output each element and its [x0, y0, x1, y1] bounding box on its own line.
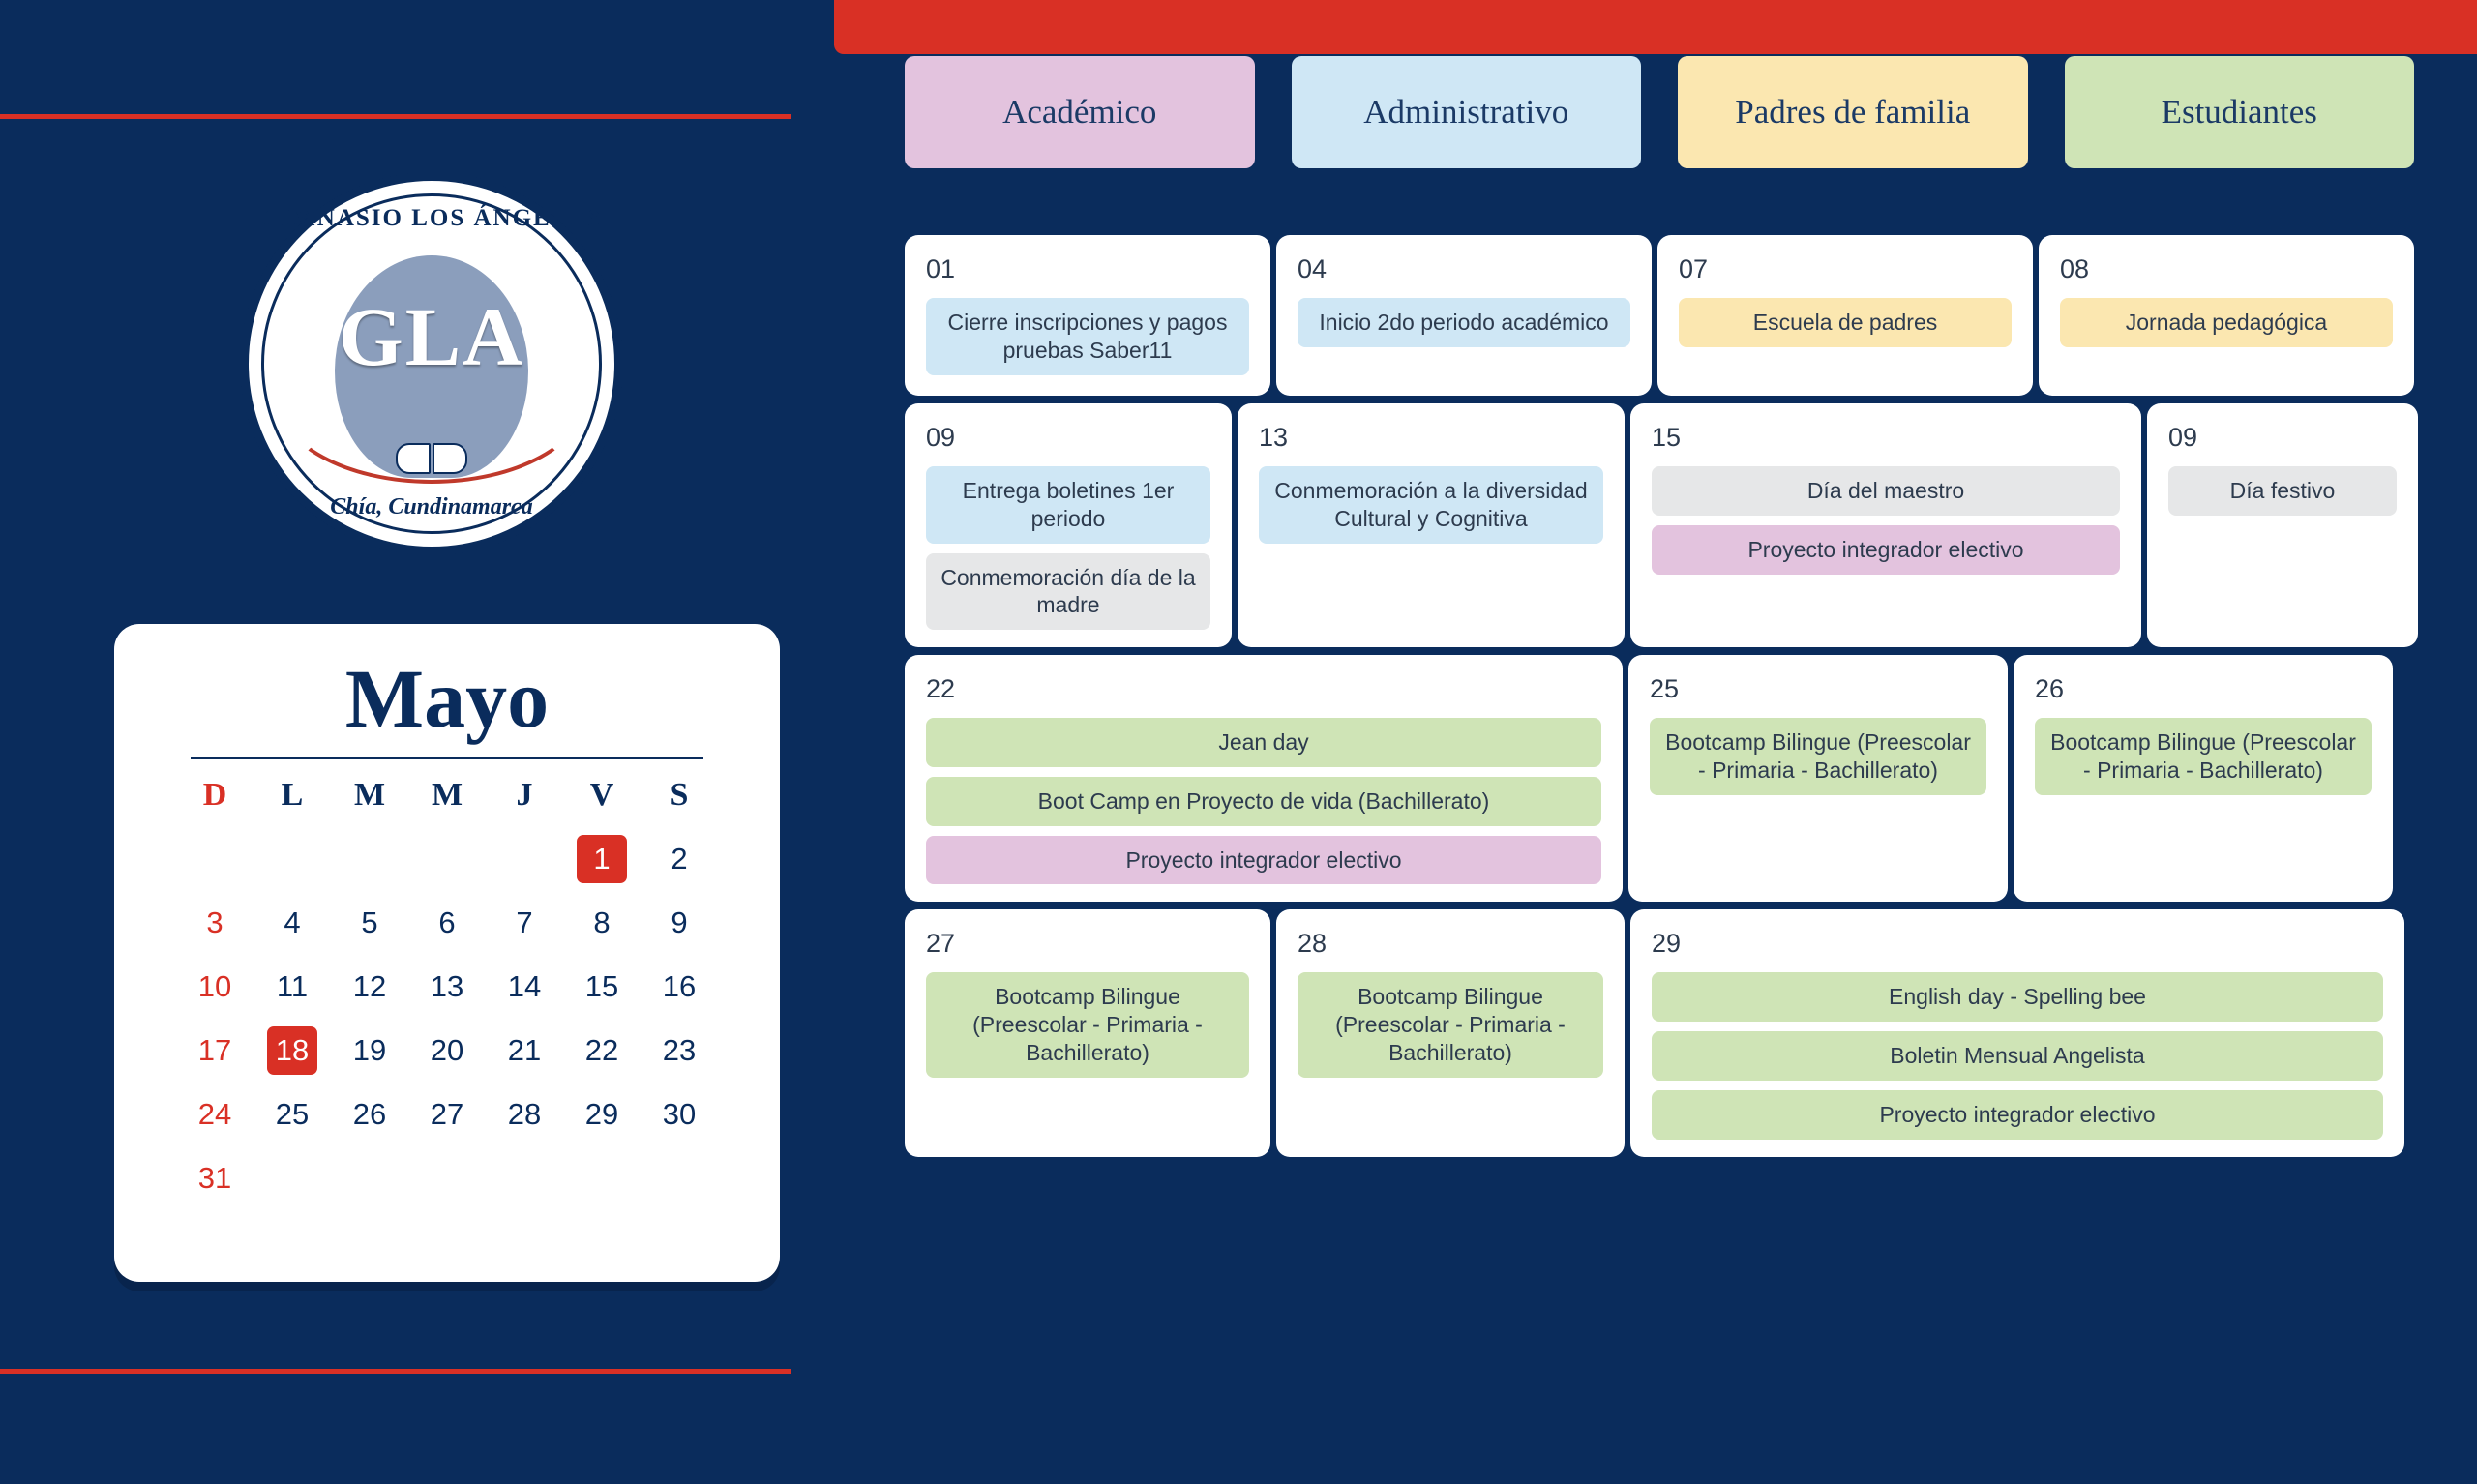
event-chip[interactable]: Proyecto integrador electivo [1652, 525, 2120, 575]
calendar-day-empty [408, 1146, 486, 1210]
calendar-day-27[interactable]: 27 [430, 1096, 464, 1131]
weekday-header: J [516, 776, 533, 813]
day-cell-26[interactable] [2014, 655, 2393, 902]
category-legend [905, 56, 2414, 168]
school-logo [240, 172, 623, 555]
book-icon [396, 443, 467, 476]
day-number: 25 [1650, 674, 1680, 703]
highlighted-day[interactable]: 18 [267, 1026, 317, 1075]
calendar-day-17[interactable]: 17 [197, 1032, 232, 1067]
event-chip[interactable]: Bootcamp Bilingue (Preescolar - Primaria - Bachillerato) [926, 972, 1249, 1077]
weekday-header: L [281, 776, 304, 813]
calendar-day-8[interactable]: 8 [593, 905, 611, 939]
event-chip[interactable]: Boletin Mensual Angelista [1652, 1031, 2383, 1081]
weekday-header: V [589, 776, 614, 813]
calendar-day-empty [563, 1146, 641, 1210]
calendar-day-25[interactable]: 25 [275, 1096, 310, 1131]
calendar-week-row [176, 1019, 718, 1083]
day-cell-25[interactable] [1628, 655, 2008, 902]
weekday-header: S [670, 776, 689, 813]
event-week-row [905, 403, 2453, 647]
divider-top [0, 114, 791, 119]
mini-calendar-card [114, 624, 780, 1282]
day-cell-01[interactable] [905, 235, 1270, 396]
legend-chip-padres[interactable]: Padres de familia [1678, 56, 2028, 168]
calendar-day-5[interactable]: 5 [361, 905, 378, 939]
logo-arc-bottom-text: Chía, Cundinamarca [330, 494, 533, 519]
calendar-day-29[interactable]: 29 [584, 1096, 619, 1131]
calendar-day-2[interactable]: 2 [671, 841, 688, 876]
month-event-grid [905, 235, 2453, 1165]
calendar-week-row [176, 891, 718, 955]
calendar-day-6[interactable]: 6 [438, 905, 456, 939]
calendar-title-divider [191, 757, 703, 759]
event-chip[interactable]: Jornada pedagógica [2060, 298, 2393, 347]
calendar-day-3[interactable]: 3 [206, 905, 224, 939]
weekday-header: M [353, 776, 386, 813]
left-panel [0, 0, 834, 1484]
event-chip[interactable]: Inicio 2do periodo académico [1298, 298, 1630, 347]
calendar-week-row [176, 827, 718, 891]
calendar-day-empty [408, 827, 486, 891]
calendar-day-13[interactable]: 13 [430, 968, 464, 1003]
legend-chip-estudiantes[interactable]: Estudiantes [2065, 56, 2415, 168]
calendar-day-empty [254, 1146, 331, 1210]
calendar-day-15[interactable]: 15 [584, 968, 619, 1003]
calendar-day-11[interactable]: 11 [276, 968, 309, 1003]
logo-arc-top-text: GIMNASIO LOS ÁNGELES [260, 205, 603, 231]
top-red-bar [834, 0, 2477, 54]
event-chip[interactable]: Día del maestro [1652, 466, 2120, 516]
calendar-day-16[interactable]: 16 [662, 968, 697, 1003]
day-number: 27 [926, 929, 956, 959]
calendar-day-12[interactable]: 12 [352, 968, 387, 1003]
day-number: 09 [926, 423, 956, 452]
event-week-row [905, 655, 2453, 902]
event-chip[interactable]: Día festivo [2168, 466, 2397, 516]
calendar-day-empty [641, 1146, 718, 1210]
day-cell-29[interactable] [1630, 909, 2404, 1156]
calendar-day-23[interactable]: 23 [662, 1032, 697, 1067]
calendar-day-26[interactable]: 26 [352, 1096, 387, 1131]
event-chip[interactable]: Conmemoración día de la madre [926, 553, 1210, 631]
day-number: 04 [1298, 254, 1328, 283]
calendar-day-20[interactable]: 20 [430, 1032, 464, 1067]
logo-initials: GLA [338, 290, 525, 383]
day-cell-13[interactable] [1238, 403, 1625, 647]
event-chip[interactable]: Jean day [926, 718, 1601, 767]
calendar-day-empty [486, 1146, 563, 1210]
day-number: 09 [2168, 423, 2198, 452]
mini-calendar-grid [176, 777, 718, 1210]
event-chip[interactable]: English day - Spelling bee [1652, 972, 2383, 1022]
calendar-week-row [176, 1146, 718, 1210]
calendar-body [176, 827, 718, 1210]
calendar-day-14[interactable]: 14 [507, 968, 542, 1003]
event-chip[interactable]: Escuela de padres [1679, 298, 2012, 347]
calendar-day-empty [331, 1146, 408, 1210]
weekday-header-row [176, 777, 718, 827]
day-cell-28[interactable] [1276, 909, 1625, 1156]
calendar-day-7[interactable]: 7 [516, 905, 533, 939]
calendar-day-10[interactable]: 10 [197, 968, 232, 1003]
event-chip[interactable]: Proyecto integrador electivo [926, 836, 1601, 885]
calendar-day-30[interactable]: 30 [662, 1096, 697, 1131]
day-number: 28 [1298, 929, 1328, 959]
legend-chip-administrativo[interactable]: Administrativo [1292, 56, 1642, 168]
calendar-day-empty [486, 827, 563, 891]
day-number: 15 [1652, 423, 1682, 452]
calendar-day-4[interactable]: 4 [284, 905, 301, 939]
day-number: 29 [1652, 929, 1682, 959]
calendar-day-31[interactable]: 31 [197, 1160, 232, 1195]
calendar-day-empty [331, 827, 408, 891]
day-cell-22[interactable] [905, 655, 1623, 902]
calendar-day-22[interactable]: 22 [584, 1032, 619, 1067]
highlighted-day[interactable]: 1 [577, 835, 627, 883]
divider-bottom [0, 1369, 791, 1374]
day-number: 08 [2060, 254, 2090, 283]
calendar-day-19[interactable]: 19 [352, 1032, 387, 1067]
legend-chip-academico[interactable]: Académico [905, 56, 1255, 168]
day-cell-15[interactable] [1630, 403, 2141, 647]
event-chip[interactable]: Bootcamp Bilingue (Preescolar - Primaria - Bachillerato) [1298, 972, 1603, 1077]
event-chip[interactable]: Bootcamp Bilingue (Preescolar - Primaria - Bachillerato) [2035, 718, 2372, 795]
day-cell-27[interactable] [905, 909, 1270, 1156]
event-chip[interactable]: Proyecto integrador electivo [1652, 1090, 2383, 1140]
day-cell-09[interactable] [2147, 403, 2418, 647]
day-cell-09[interactable] [905, 403, 1232, 647]
calendar-day-9[interactable]: 9 [671, 905, 688, 939]
event-chip[interactable]: Boot Camp en Proyecto de vida (Bachillerato) [926, 777, 1601, 826]
event-chip[interactable]: Conmemoración a la diversidad Cultural y Cognitiva [1259, 466, 1603, 544]
event-chip[interactable]: Entrega boletines 1er periodo [926, 466, 1210, 544]
day-number: 01 [926, 254, 956, 283]
calendar-day-empty [176, 827, 254, 891]
event-chip[interactable]: Cierre inscripciones y pagos pruebas Saber11 [926, 298, 1249, 375]
calendar-day-24[interactable]: 24 [197, 1096, 232, 1131]
calendar-day-1[interactable] [563, 827, 641, 891]
weekday-header: M [431, 776, 463, 813]
weekday-header: D [202, 776, 227, 813]
day-number: 07 [1679, 254, 1709, 283]
day-number: 13 [1259, 423, 1289, 452]
day-cell-04[interactable] [1276, 235, 1652, 396]
calendar-day-18[interactable] [254, 1019, 331, 1083]
event-chip[interactable]: Bootcamp Bilingue (Preescolar - Primaria - Bachillerato) [1650, 718, 1986, 795]
day-number: 26 [2035, 674, 2065, 703]
day-number: 22 [926, 674, 956, 703]
calendar-week-row [176, 955, 718, 1019]
day-cell-08[interactable] [2039, 235, 2414, 396]
calendar-day-empty [254, 827, 331, 891]
calendar-day-21[interactable]: 21 [507, 1032, 542, 1067]
event-week-row [905, 235, 2453, 396]
day-cell-07[interactable] [1657, 235, 2033, 396]
calendar-week-row [176, 1083, 718, 1146]
calendar-day-28[interactable]: 28 [507, 1096, 542, 1131]
calendar-month-title: Mayo [344, 652, 550, 745]
event-week-row [905, 909, 2453, 1156]
